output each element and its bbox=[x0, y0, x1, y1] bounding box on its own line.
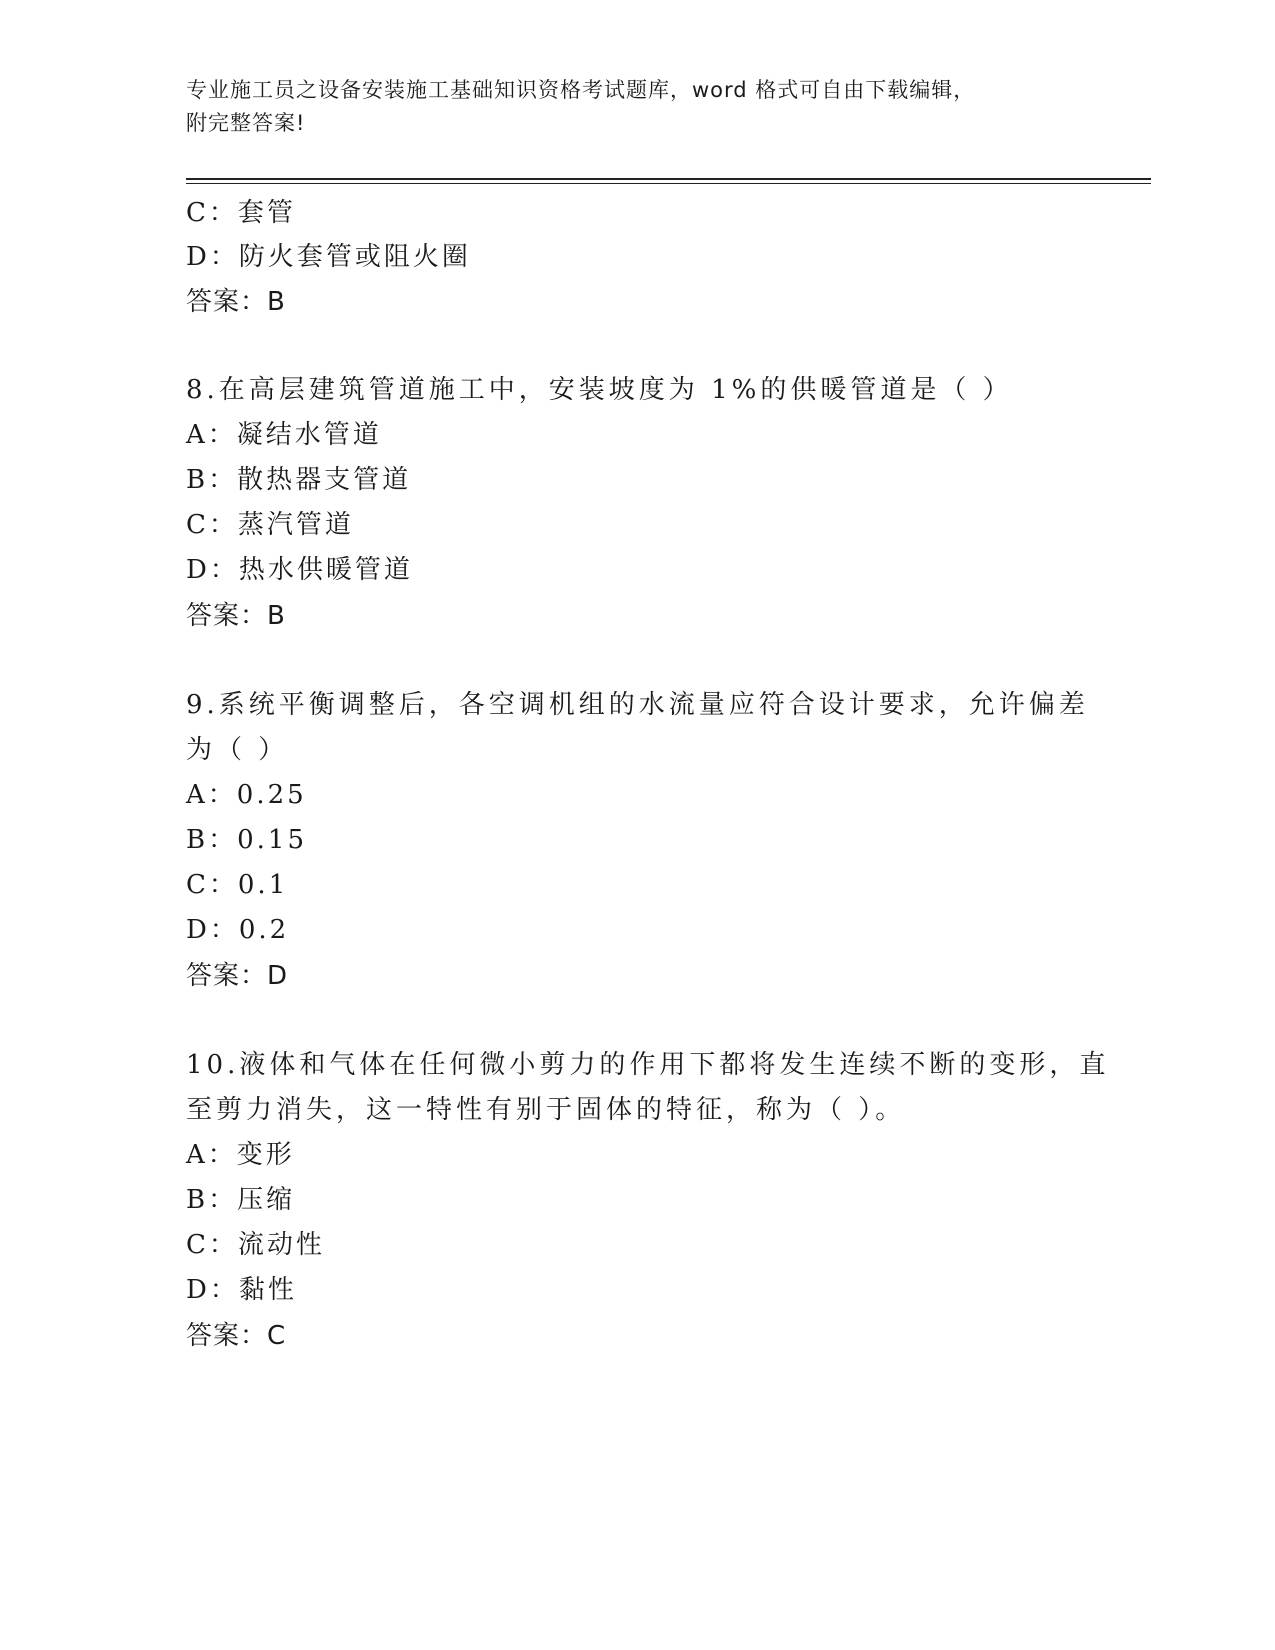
question-10-stem-line-2: 至剪力消失，这一特性有别于固体的特征，称为（ ）。 bbox=[186, 1095, 906, 1125]
header-line-1: 专业施工员之设备安装施工基础知识资格考试题库，word 格式可自由下载编辑， bbox=[186, 78, 976, 102]
question-10-answer: 答案：C bbox=[186, 1321, 287, 1351]
question-9-option-b: B：0.15 bbox=[186, 825, 307, 855]
question-9-stem-line-2: 为（ ） bbox=[186, 735, 289, 765]
question-9-option-c: C：0.1 bbox=[186, 870, 289, 900]
prev-answer: 答案：B bbox=[186, 287, 286, 317]
document-header bbox=[186, 74, 1086, 140]
question-10-option-d: D：黏性 bbox=[186, 1275, 297, 1305]
question-10-option-a: A：变形 bbox=[186, 1140, 295, 1170]
prev-option-d: D：防火套管或阻火圈 bbox=[186, 242, 471, 272]
prev-option-c: C：套管 bbox=[186, 198, 296, 228]
question-8-option-d: D：热水供暖管道 bbox=[186, 555, 413, 585]
question-10-option-b: B：压缩 bbox=[186, 1185, 296, 1215]
question-9-answer: 答案：D bbox=[186, 961, 289, 991]
question-8-answer: 答案：B bbox=[186, 601, 286, 631]
question-8-stem: 8.在高层建筑管道施工中，安装坡度为 1%的供暖管道是（ ） bbox=[186, 375, 1013, 405]
question-8-option-a: A：凝结水管道 bbox=[186, 420, 382, 450]
question-8-option-c: C：蒸汽管道 bbox=[186, 510, 354, 540]
question-9-option-a: A：0.25 bbox=[186, 780, 307, 810]
question-10-option-c: C：流动性 bbox=[186, 1230, 325, 1260]
question-10-stem-line-1: 10.液体和气体在任何微小剪力的作用下都将发生连续不断的变形，直 bbox=[186, 1050, 1110, 1080]
question-8-option-b: B：散热器支管道 bbox=[186, 465, 412, 495]
header-divider-thick bbox=[186, 178, 1151, 180]
header-line-2: 附完整答案! bbox=[186, 111, 306, 135]
header-divider-thin bbox=[186, 183, 1151, 184]
question-9-option-d: D：0.2 bbox=[186, 915, 290, 945]
question-9-stem-line-1: 9.系统平衡调整后，各空调机组的水流量应符合设计要求，允许偏差 bbox=[186, 690, 1089, 720]
